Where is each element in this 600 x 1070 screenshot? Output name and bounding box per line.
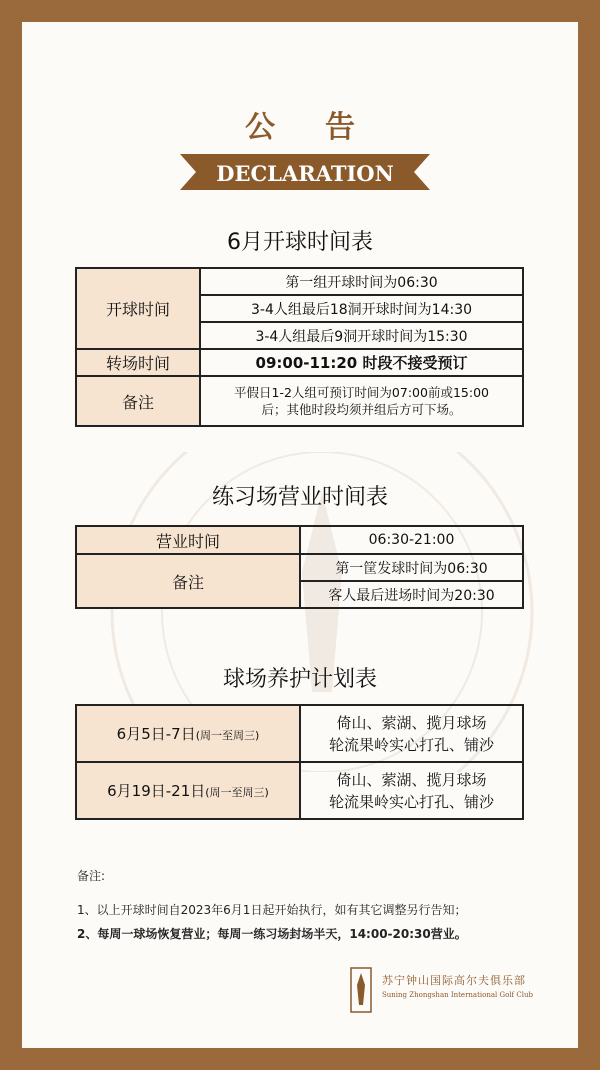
maintenance-desc: 倚山、萦湖、揽月球场 轮流果岭实心打孔、铺沙	[300, 762, 523, 819]
maintenance-date: 6月5日-7日(周一至周三)	[76, 705, 300, 762]
range-remark-value: 客人最后进场时间为20:30	[300, 581, 523, 608]
range-hours-value: 06:30-21:00	[300, 526, 523, 554]
tee-remark-value: 平假日1-2人组可预订时间为07:00前或15:00后；其他时段均须并组后方可下场。	[200, 376, 523, 426]
maintenance-desc: 倚山、萦湖、揽月球场 轮流果岭实心打孔、铺沙	[300, 705, 523, 762]
page-title: 公告	[245, 110, 405, 145]
tee-time-value: 3-4人组最后18洞开球时间为14:30	[200, 295, 523, 322]
notes-block	[77, 867, 467, 946]
maintenance-date: 6月19日-21日(周一至周三)	[76, 762, 300, 819]
turn-time-value: 09:00-11:20 时段不接受预订	[200, 349, 523, 376]
tee-schedule-title: 6月开球时间表	[227, 230, 373, 255]
notice-page	[22, 22, 578, 1048]
maintenance-title: 球场养护计划表	[222, 667, 377, 692]
range-hours-label: 营业时间	[76, 526, 300, 554]
club-name-cn: 苏宁钟山国际高尔夫俱乐部	[382, 974, 526, 987]
tee-time-label: 开球时间	[76, 268, 200, 349]
range-schedule-title: 练习场营业时间表	[211, 485, 388, 510]
maintenance-table	[75, 704, 524, 820]
tee-remark-label: 备注	[76, 376, 200, 426]
tee-time-value: 3-4人组最后9洞开球时间为15:30	[200, 322, 523, 349]
note-item: 2、每周一球场恢复营业；每周一练习场封场半天，14:00-20:30营业。	[77, 927, 467, 941]
range-remark-value: 第一筐发球时间为06:30	[300, 554, 523, 581]
tee-time-value: 第一组开球时间为06:30	[200, 268, 523, 295]
range-schedule-table	[75, 525, 524, 609]
notes-title: 备注:	[77, 869, 106, 883]
turn-time-label: 转场时间	[76, 349, 200, 376]
tee-schedule-table	[75, 267, 524, 427]
note-item: 1、以上开球时间自2023年6月1日起开始执行，如有其它调整另行告知；	[77, 903, 467, 917]
declaration-banner	[180, 150, 430, 194]
banner-text: DECLARATION	[216, 161, 394, 186]
club-name-en: Suning Zhongshan International Golf Club	[382, 991, 533, 999]
range-remark-label: 备注	[76, 554, 300, 608]
club-logo-icon	[350, 967, 372, 1013]
